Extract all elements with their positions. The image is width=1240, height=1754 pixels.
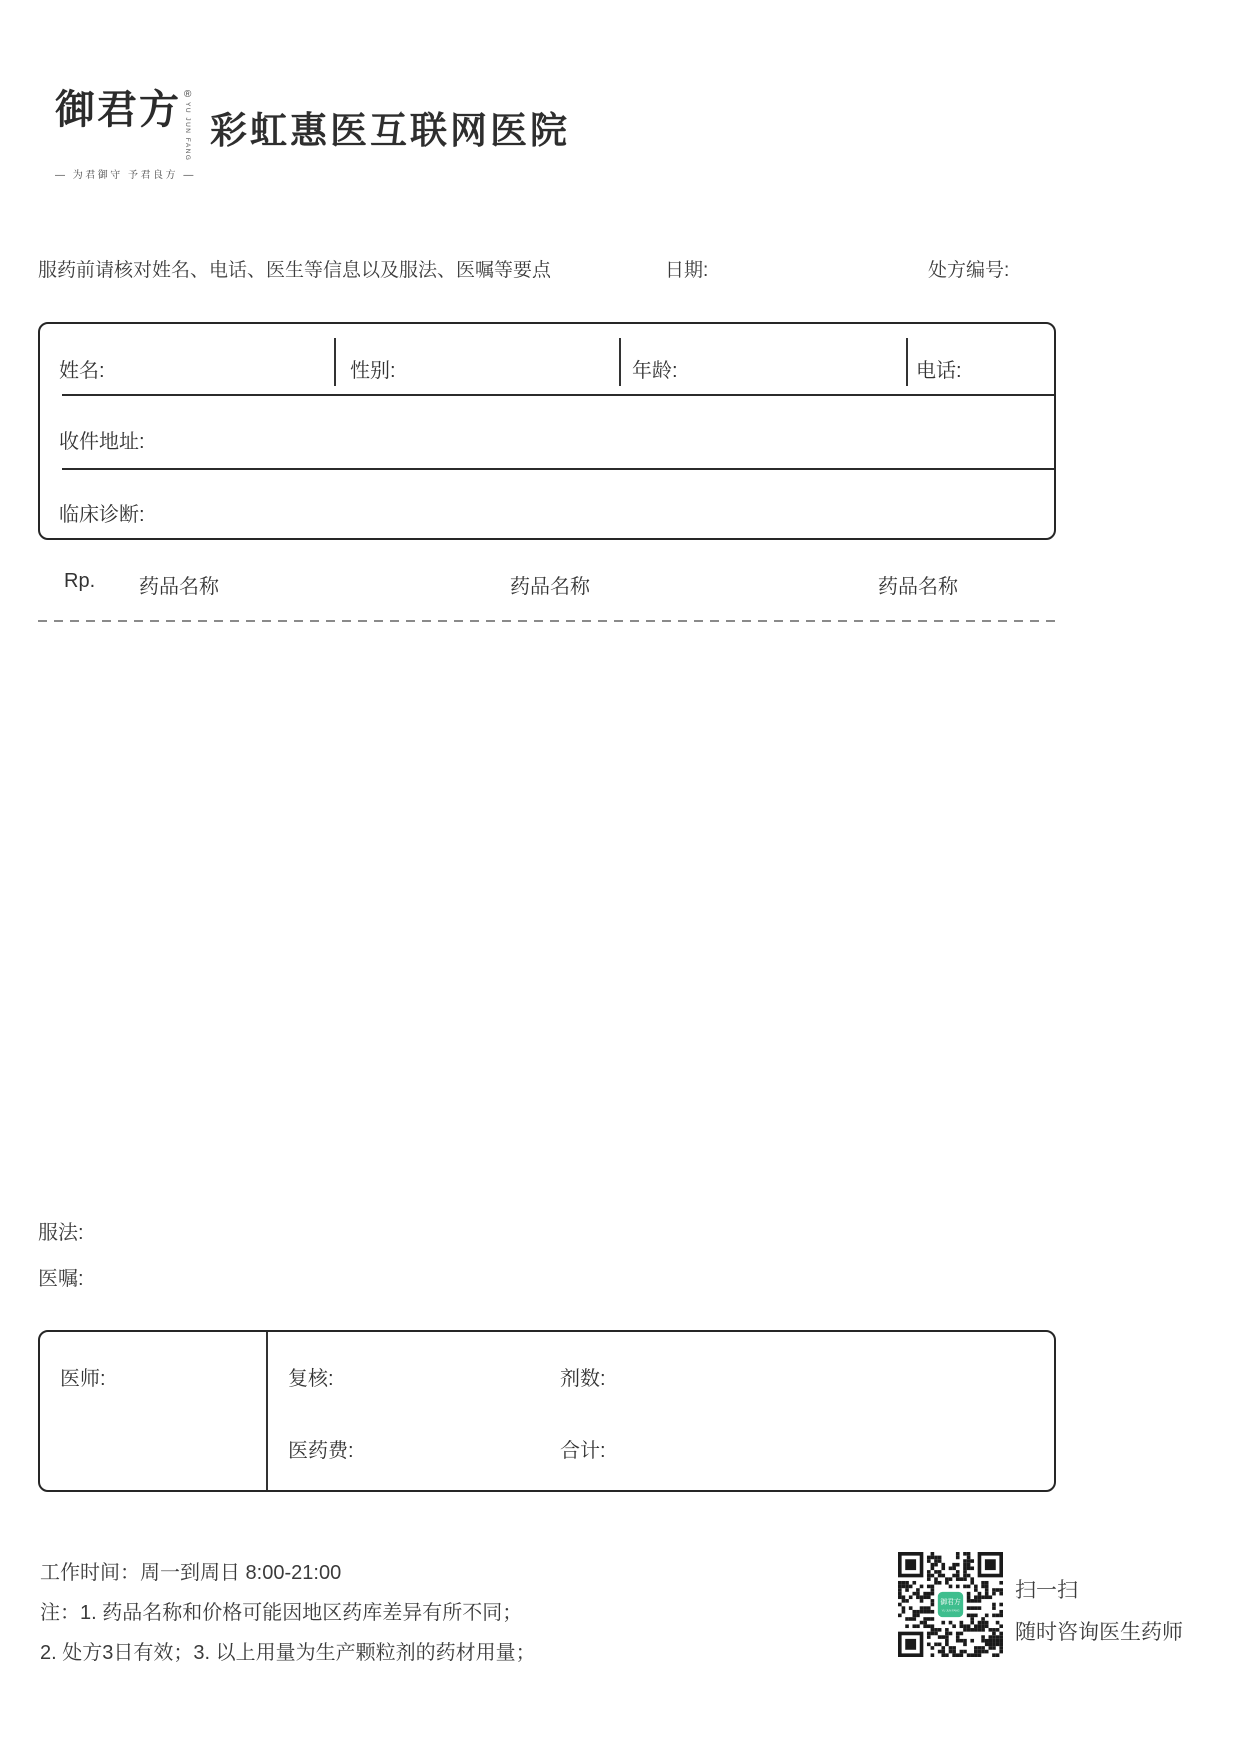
physician-label: 医师: (60, 1368, 106, 1390)
medicine-fee-label: 医药费: (288, 1440, 354, 1462)
rx-separator-dashed-line (38, 620, 1056, 622)
working-hours: 工作时间：周一到周日 8:00-21:00 (40, 1562, 342, 1584)
date-label: 日期: (665, 260, 709, 281)
scan-qr-label: 扫一扫 (1015, 1579, 1078, 1602)
signoff-box (38, 1330, 1056, 1492)
row-divider (62, 468, 1054, 470)
brand-logo (55, 88, 195, 181)
total-label: 合计: (560, 1440, 606, 1462)
shipping-address-label: 收件地址: (59, 431, 145, 453)
review-label: 复核: (288, 1368, 334, 1390)
patient-gender-label: 性别: (350, 360, 396, 382)
footer-note-2: 2. 处方3日有效；3. 以上用量为生产颗粒剂的药材用量； (40, 1642, 536, 1664)
prescription-number-label: 处方编号: (928, 260, 1010, 281)
doctor-advice-label: 医嘱: (38, 1268, 84, 1290)
brand-logo-latin: YU JUN FANG (184, 102, 192, 162)
footer-note-1: 注：1. 药品名称和价格可能因地区药库差异有所不同； (40, 1602, 523, 1624)
scan-qr-subtext: 随时咨询医生药师 (1015, 1621, 1183, 1644)
patient-age-label: 年龄: (632, 360, 678, 382)
brand-logo-text: 御君方 (55, 86, 181, 133)
drug-name-column-header: 药品名称 (878, 576, 958, 598)
rx-header-row (38, 570, 1056, 596)
verification-notice: 服药前请核对姓名、电话、医生等信息以及服法、医嘱等要点 (38, 260, 552, 281)
qr-center-logo-subtext (942, 1608, 960, 1612)
qr-center-logo-text: 御君方 (940, 1599, 961, 1607)
row-divider (62, 394, 1054, 396)
dosage-method-label: 服法: (38, 1222, 84, 1244)
drug-name-column-header: 药品名称 (510, 576, 590, 598)
rp-label: Rp. (64, 570, 96, 592)
cell-divider (906, 338, 908, 386)
cell-divider (266, 1332, 268, 1490)
cell-divider (334, 338, 336, 386)
patient-name-label: 姓名: (59, 360, 105, 382)
brand-logo-side (184, 90, 191, 161)
drug-name-column-header: 药品名称 (139, 576, 219, 598)
notice-row (38, 255, 1056, 279)
hospital-name: 彩虹惠医互联网医院 (210, 110, 570, 151)
clinical-diagnosis-label: 临床诊断: (59, 504, 145, 526)
registered-trademark-mark: ® (184, 89, 192, 100)
dose-count-label: 剂数: (560, 1368, 606, 1390)
qr-image (898, 1552, 1003, 1657)
cell-divider (619, 338, 621, 386)
patient-phone-label: 电话: (916, 360, 962, 382)
qr-code (898, 1552, 1003, 1657)
brand-tagline: — 为君御守 予君良方 — (55, 170, 196, 182)
patient-info-box (38, 322, 1056, 540)
